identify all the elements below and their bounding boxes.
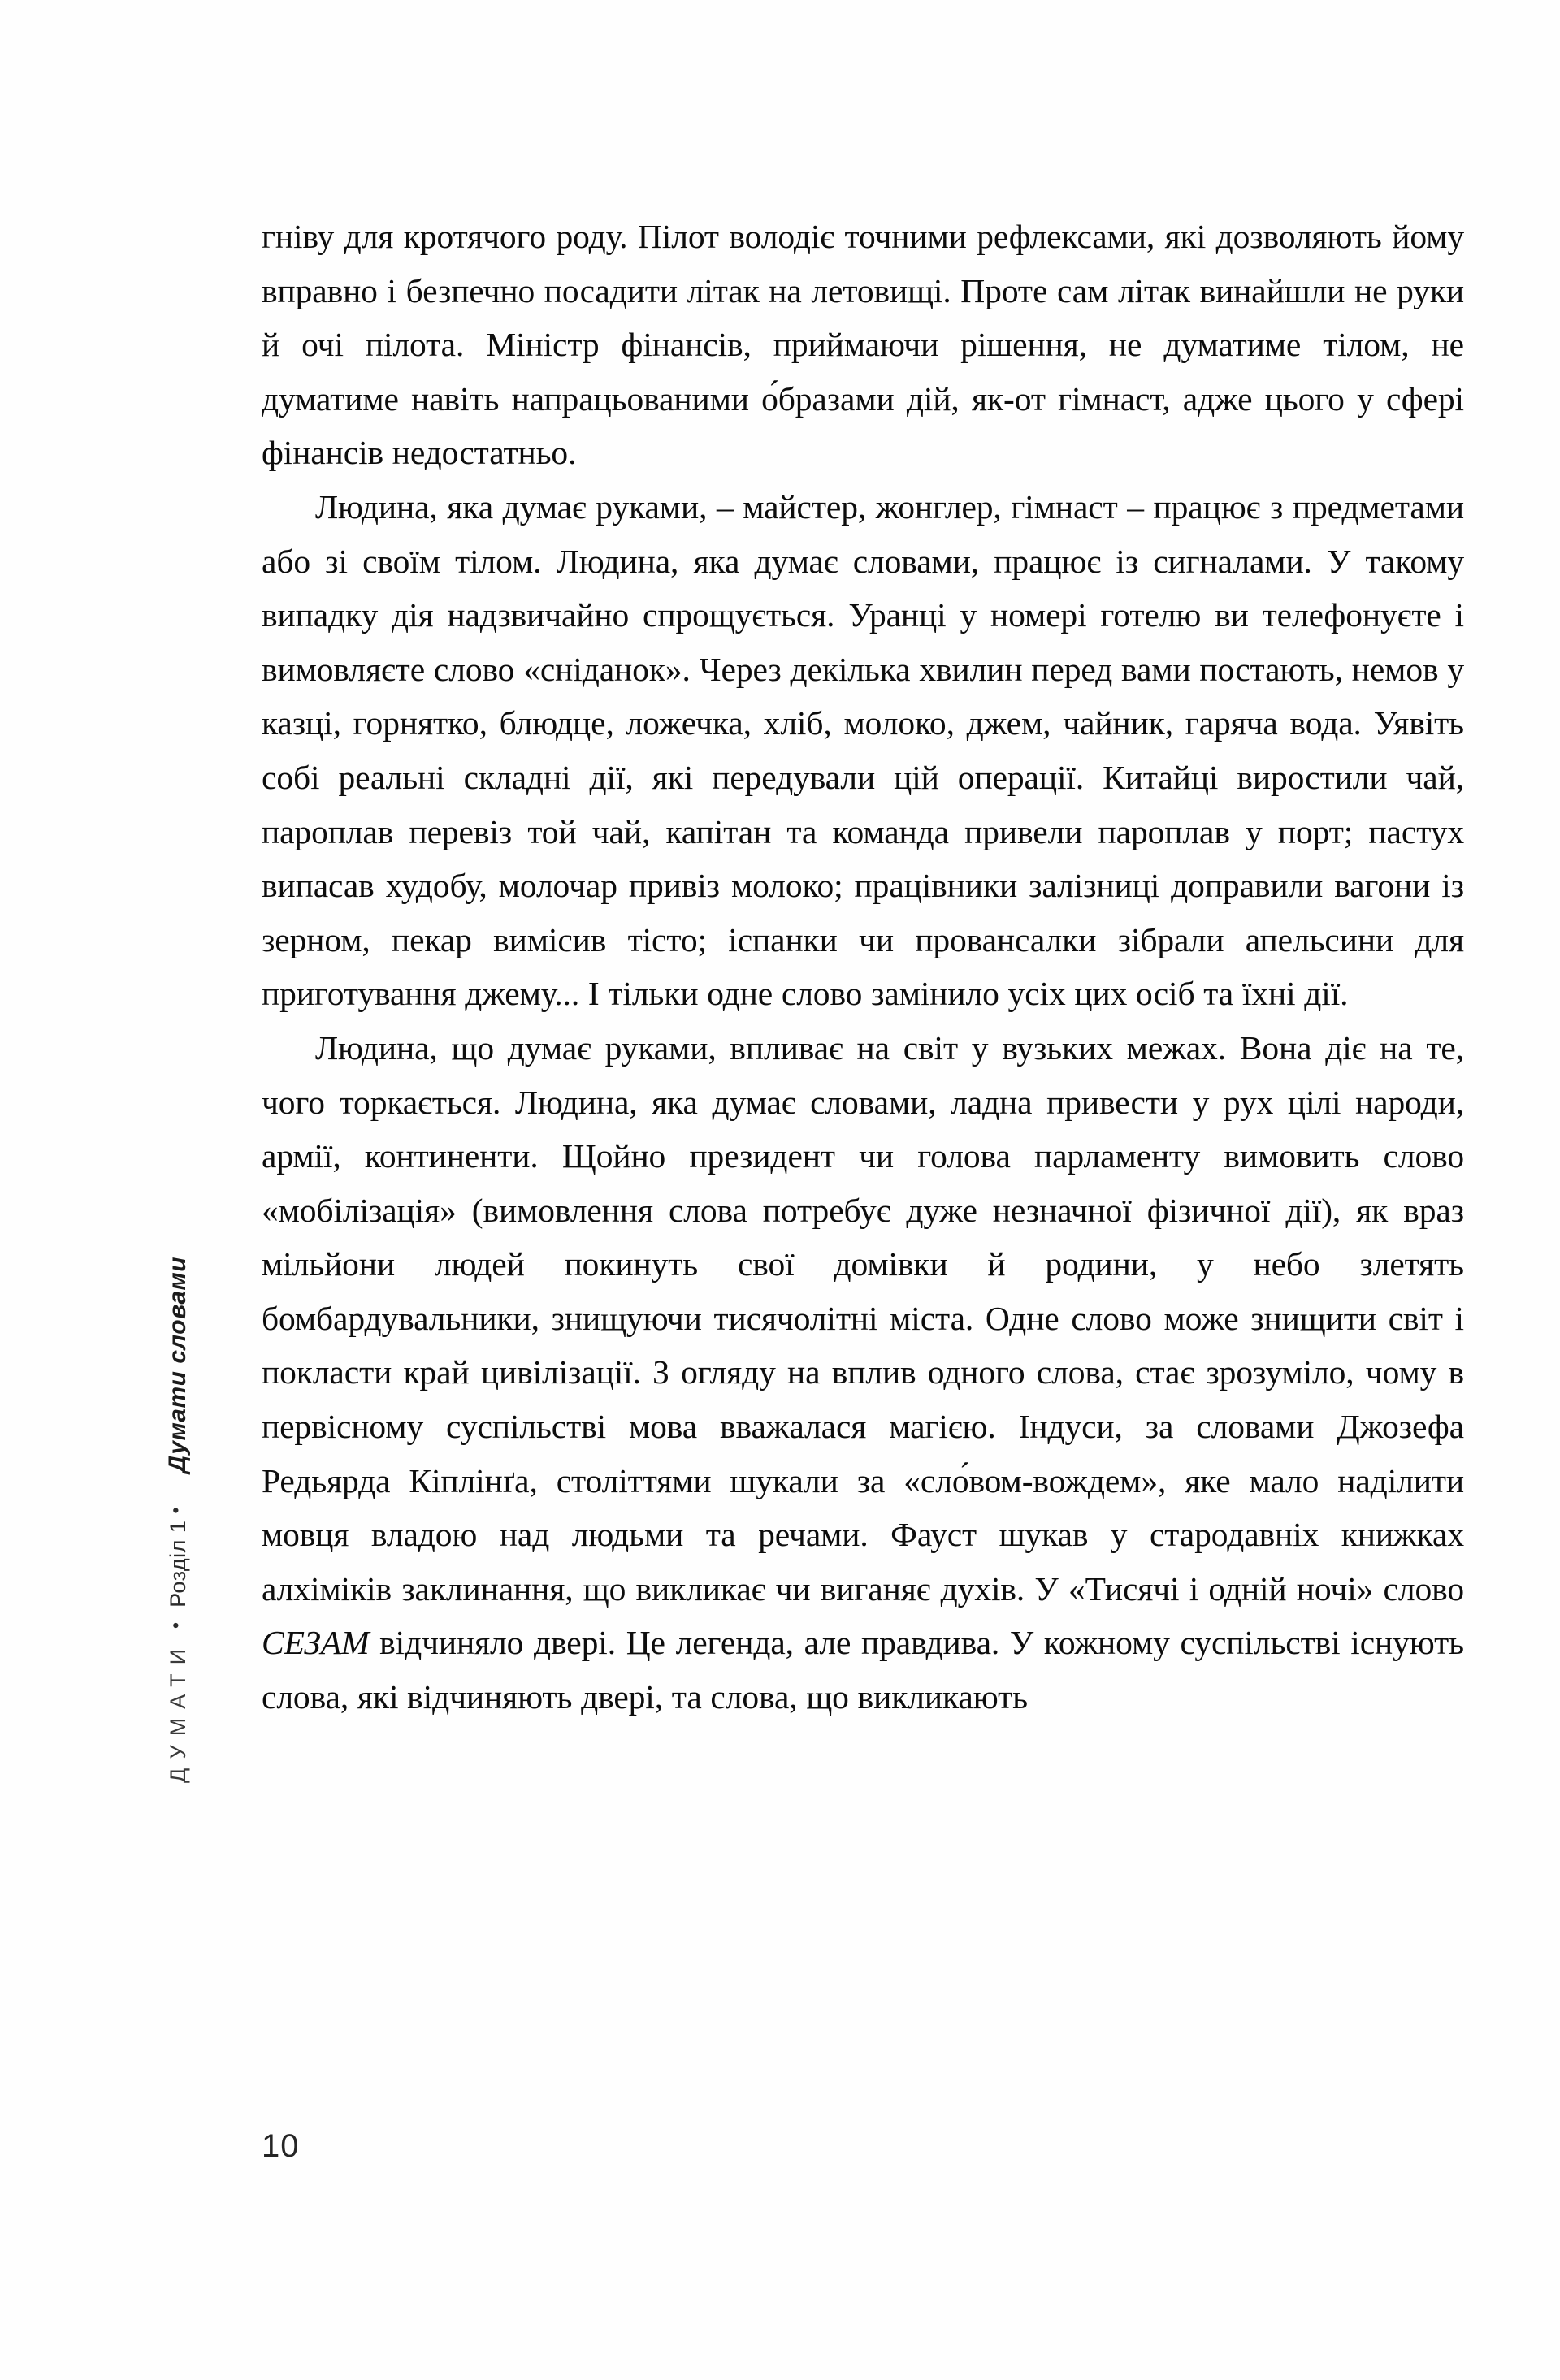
paragraph: Людина, яка думає руками, – майстер, жонглер, гімнаст – працює з предметами або зі своїм тілом. Людина, яка думає словами, працює із сигналами. У такому випадку дія надзвичайно спрощується. Уранці у номері готелю ви телефонуєте і вимовляєте слово «сніданок». Через декілька хвилин перед вами постають, немов у казці, горнятко, блюдце, ложечка, хліб, молоко, джем, чайник, гаряча вода. Уявіть собі реальні складні дії, які передували цій операції. Китайці виростили чай, пароплав перевіз той чай, капітан та команда привели пароплав у порт; пастух випасав худобу, молочар привіз молоко; працівники залізниці доправили вагони із зерном, пекар вимісив тісто; іспанки чи провансалки зібрали апельсини для приготування джему... І тільки одне слово замінило усіх цих осіб та їхні дії. [262, 487, 1464, 1013]
emphasised-word: СЕЗАМ [262, 1624, 370, 1662]
body-text-column [262, 210, 1464, 1724]
running-head-bullet2-icon: • [165, 1507, 186, 1514]
running-head-bullet-icon: • [165, 1621, 186, 1629]
paragraph: Людина, що думає руками, впливає на світ у вузьких межах. Вона діє на те, чого торкається. Людина, яка думає словами, ладна привести у рух цілі народи, армії, континенти. Щойно президент чи голова парламенту вимовить слово «мобілізація» (вимовлення слова потребує дуже незначної фізичної дії), як враз мільйони людей покинуть свої домівки й родини, у небо злетять бомбардувальники, знищуючи тисячолітні міста. Одне слово може знищити світ і покласти край цивілізації. З огляду на вплив одного слова, стає зрозуміло, чому в первісному суспільстві мова вважалася магією. Індуси, за словами Джозефа Редьярда Кіплінґа, століттями шукали за «сло́вом-вождем», яке мало наділити мовця владою над людьми та речами. Фауст шукав у стародавніх книжках алхіміків заклинання, що викликає чи виганяє духів. У «Тисячі і одній ночі» слово СЕЗАМ відчиняло двері. Це легенда, але правдива. У кожному суспільстві існують слова, які відчиняють двері, та слова, що викликають [262, 1028, 1464, 1716]
running-head [164, 1257, 192, 1783]
running-head-chapter: Розділ 1 [166, 1520, 190, 1608]
running-head-series-part2: ДУМАТИ [166, 1639, 190, 1783]
running-head-margin [0, 0, 268, 2380]
running-head-book-title: Думати словами [164, 1256, 191, 1473]
page-number: 10 [262, 2128, 300, 2164]
paragraph: гніву для кротячого роду. Пілот володіє точними рефлексами, які дозволяють йому вправно і безпечно посадити літак на летовищі. Проте сам літак винайшли не руки й очі пілота. Міністр фінансів, приймаючи рішення, не думатиме тілом, не думатиме навіть напрацьованими о́бразами дій, як-от гімнаст, адже цього у сфері фінансів недостатньо. [262, 218, 1464, 472]
